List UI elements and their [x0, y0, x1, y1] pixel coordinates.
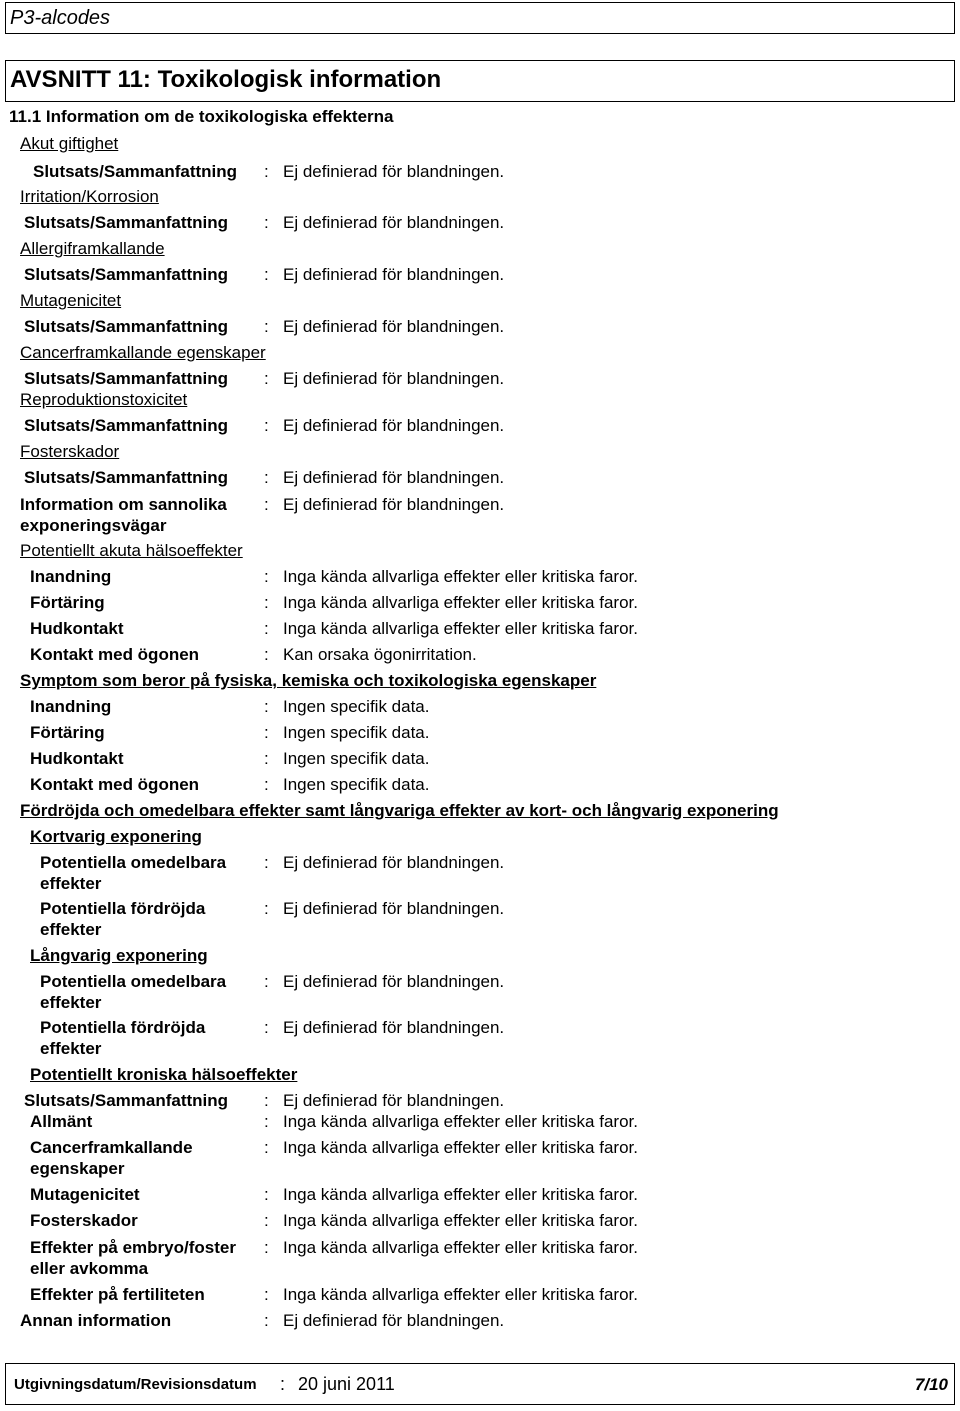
- colon: :: [264, 1018, 269, 1037]
- colon: :: [264, 1091, 269, 1110]
- value-text: Ej definierad för blandningen.: [283, 265, 505, 284]
- label-carcinogenicity: Cancerframkallande egenskaper: [30, 1138, 193, 1178]
- colon: :: [264, 645, 269, 664]
- heading-carcinogenicity: Cancerframkallande egenskaper: [20, 343, 266, 362]
- heading-short-term: Kortvarig exponering: [30, 827, 202, 846]
- value-text: Ej definierad för blandningen.: [283, 162, 505, 181]
- colon: :: [264, 1185, 269, 1204]
- section-title-bar: [5, 60, 955, 102]
- colon: :: [264, 593, 269, 612]
- value-text: Ej definierad för blandningen.: [283, 416, 505, 435]
- value-text: Ej definierad för blandningen.: [283, 853, 505, 872]
- value-text: Ej definierad för blandningen.: [283, 1091, 505, 1110]
- label-other-info: Annan information: [20, 1311, 172, 1330]
- value-text: Ingen specifik data.: [283, 749, 430, 768]
- label-teratogenicity: Fosterskador: [30, 1211, 138, 1230]
- value-text: Ej definierad för blandningen.: [283, 317, 505, 336]
- value-text: Ej definierad för blandningen.: [283, 1311, 505, 1330]
- heading-delayed-immediate: Fördröjda och omedelbara effekter samt långvariga effekter av kort- och långvarig exponering: [20, 801, 779, 820]
- colon: :: [264, 1285, 269, 1304]
- label-fertility: Effekter på fertiliteten: [30, 1285, 205, 1304]
- colon: :: [264, 619, 269, 638]
- colon: :: [264, 1238, 269, 1257]
- section-title: AVSNITT 11: Toxikologisk information: [10, 66, 442, 93]
- label-delayed-effects: Potentiella fördröjda effekter: [40, 899, 206, 939]
- label-eye: Kontakt med ögonen: [30, 775, 200, 794]
- label-summary: Slutsats/Sammanfattning: [24, 213, 229, 232]
- heading-reproductive: Reproduktionstoxicitet: [20, 390, 188, 409]
- colon: :: [264, 775, 269, 794]
- label-summary: Slutsats/Sammanfattning: [24, 369, 229, 388]
- value-text: Ingen specifik data.: [283, 775, 430, 794]
- document-footer: [5, 1363, 955, 1405]
- label-inhalation: Inandning: [30, 567, 112, 586]
- label-immediate-effects: Potentiella omedelbara effekter: [40, 972, 227, 1012]
- label-summary: Slutsats/Sammanfattning: [24, 468, 229, 487]
- label-summary: Slutsats/Sammanfattning: [33, 162, 238, 181]
- label-eye: Kontakt med ögonen: [30, 645, 200, 664]
- colon: :: [264, 723, 269, 742]
- colon: :: [264, 1311, 269, 1330]
- value-text: Inga kända allvarliga effekter eller kritiska faror.: [283, 1285, 638, 1304]
- label-summary: Slutsats/Sammanfattning: [24, 1091, 229, 1110]
- colon: :: [264, 369, 269, 388]
- heading-sensitization: Allergiframkallande: [20, 239, 165, 258]
- colon: :: [264, 416, 269, 435]
- value-text: Kan orsaka ögonirritation.: [283, 645, 477, 664]
- colon: :: [264, 972, 269, 991]
- value-text: Inga kända allvarliga effekter eller kritiska faror.: [283, 1185, 638, 1204]
- colon: :: [264, 468, 269, 487]
- colon: :: [264, 495, 269, 514]
- label-immediate-effects: Potentiella omedelbara effekter: [40, 853, 227, 893]
- value-text: Inga kända allvarliga effekter eller kritiska faror.: [283, 1211, 638, 1230]
- product-name: P3-alcodes: [10, 7, 111, 29]
- label-summary: Slutsats/Sammanfattning: [24, 317, 229, 336]
- subsection-title: 11.1 Information om de toxikologiska effekterna: [9, 107, 394, 126]
- colon: :: [264, 1211, 269, 1230]
- label-summary: Slutsats/Sammanfattning: [24, 265, 229, 284]
- colon: :: [264, 317, 269, 336]
- heading-irritation: Irritation/Korrosion: [20, 187, 159, 206]
- label-ingestion: Förtäring: [30, 723, 105, 742]
- heading-long-term: Långvarig exponering: [30, 946, 208, 965]
- value-text: Ingen specifik data.: [283, 697, 430, 716]
- value-text: Ej definierad för blandningen.: [283, 213, 505, 232]
- label-exposure-routes: Information om sannolika exponeringsvägar: [20, 495, 227, 535]
- colon: :: [264, 899, 269, 918]
- value-text: Ej definierad för blandningen.: [283, 972, 505, 991]
- colon: :: [264, 265, 269, 284]
- value-text: Inga kända allvarliga effekter eller kritiska faror.: [283, 567, 638, 586]
- colon: :: [264, 853, 269, 872]
- colon: :: [264, 1138, 269, 1157]
- colon: :: [280, 1374, 286, 1394]
- value-text: Ej definierad för blandningen.: [283, 899, 505, 918]
- heading-symptoms: Symptom som beror på fysiska, kemiska och toxikologiska egenskaper: [20, 671, 597, 690]
- heading-acute-toxicity: Akut giftighet: [20, 134, 119, 153]
- label-summary: Slutsats/Sammanfattning: [24, 416, 229, 435]
- value-text: Inga kända allvarliga effekter eller kritiska faror.: [283, 1238, 638, 1257]
- colon: :: [264, 567, 269, 586]
- page-number: 7/10: [914, 1375, 948, 1394]
- heading-chronic: Potentiellt kroniska hälsoeffekter: [30, 1065, 298, 1084]
- value-text: Ingen specifik data.: [283, 723, 430, 742]
- footer-date-label: Utgivningsdatum/Revisionsdatum: [14, 1376, 257, 1393]
- value-text: Ej definierad för blandningen.: [283, 495, 505, 514]
- document-header: [5, 2, 955, 34]
- label-delayed-effects: Potentiella fördröjda effekter: [40, 1018, 206, 1058]
- footer-date-value: 20 juni 2011: [298, 1374, 395, 1394]
- heading-teratogenicity: Fosterskador: [20, 442, 120, 461]
- label-mutagenicity: Mutagenicitet: [30, 1185, 140, 1204]
- colon: :: [264, 213, 269, 232]
- label-general: Allmänt: [30, 1112, 93, 1131]
- value-text: Inga kända allvarliga effekter eller kritiska faror.: [283, 1138, 638, 1157]
- label-developmental: Effekter på embryo/foster eller avkomma: [30, 1238, 236, 1278]
- heading-acute-health: Potentiellt akuta hälsoeffekter: [20, 541, 243, 560]
- value-text: Inga kända allvarliga effekter eller kritiska faror.: [283, 1112, 638, 1131]
- colon: :: [264, 697, 269, 716]
- value-text: Ej definierad för blandningen.: [283, 1018, 505, 1037]
- colon: :: [264, 162, 269, 181]
- label-skin: Hudkontakt: [30, 749, 124, 768]
- value-text: Inga kända allvarliga effekter eller kritiska faror.: [283, 619, 638, 638]
- label-inhalation: Inandning: [30, 697, 112, 716]
- value-text: Ej definierad för blandningen.: [283, 468, 505, 487]
- value-text: Inga kända allvarliga effekter eller kritiska faror.: [283, 593, 638, 612]
- value-text: Ej definierad för blandningen.: [283, 369, 505, 388]
- colon: :: [264, 1112, 269, 1131]
- heading-mutagenicity: Mutagenicitet: [20, 291, 122, 310]
- label-skin: Hudkontakt: [30, 619, 124, 638]
- label-ingestion: Förtäring: [30, 593, 105, 612]
- colon: :: [264, 749, 269, 768]
